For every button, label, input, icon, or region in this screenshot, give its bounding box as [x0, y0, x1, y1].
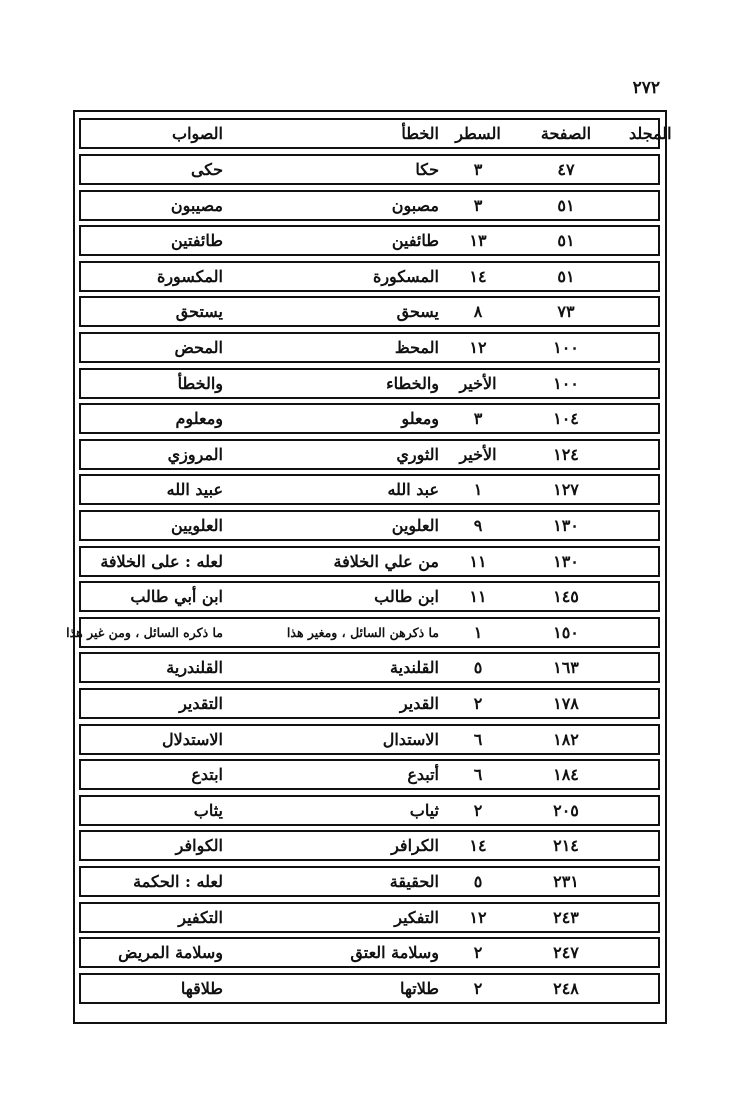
table-row [79, 902, 660, 933]
table-row [79, 439, 660, 470]
cell-line: ١ [473, 622, 483, 642]
cell-page: ١٣٠ [553, 551, 579, 571]
cell-line: ١٢ [469, 338, 487, 357]
cell-wrong: المحظ [394, 338, 439, 357]
cell-line: ٨ [473, 302, 483, 322]
header-line: السطر [455, 124, 501, 143]
table-header-row [79, 118, 672, 149]
cell-wrong: يسحق [396, 302, 439, 322]
cell-wrong: عبد الله [387, 480, 439, 500]
cell-page: ١٧٨ [553, 694, 579, 713]
cell-line: ٢ [473, 943, 483, 963]
cell-wrong: الاستدال [382, 729, 439, 749]
cell-correct: وسلامة المريض [118, 943, 223, 963]
table-row [79, 546, 660, 577]
cell-wrong: حكا [415, 160, 439, 179]
header-correct: الصواب [172, 124, 223, 143]
cell-page: ١٢٤ [553, 444, 579, 464]
cell-line: ٩ [473, 516, 483, 535]
cell-line: ١٢ [469, 907, 487, 927]
cell-line: ١ [473, 480, 483, 500]
cell-wrong: طائفين [391, 231, 439, 251]
table-row [79, 368, 660, 399]
cell-correct: ما ذكره السائل ، ومن غير هذا [66, 624, 223, 640]
table-row [79, 795, 660, 826]
cell-line: ٥ [473, 658, 483, 678]
table-row [79, 652, 660, 683]
cell-correct: التقدير [179, 694, 223, 713]
cell-wrong: أتبدع [407, 765, 439, 785]
cell-page: ٢٠٥ [553, 800, 579, 820]
cell-page: ١٢٧ [553, 480, 579, 500]
cell-line: ٥ [473, 872, 483, 891]
cell-line: ١٣ [469, 231, 487, 251]
cell-wrong: وسلامة العتق [350, 943, 439, 963]
cell-correct: طائفتين [171, 231, 223, 251]
cell-line: ٣ [473, 160, 483, 179]
table-row [79, 724, 660, 755]
table-row [79, 474, 660, 505]
cell-wrong: التفكير [394, 907, 439, 927]
cell-page: ١٠٠ [553, 373, 579, 393]
cell-line: ١١ [469, 587, 487, 607]
cell-wrong: الكرافر [391, 836, 439, 856]
cell-correct: ومعلوم [175, 409, 223, 429]
cell-page: ٢٤٣ [553, 907, 579, 927]
table-row [66, 617, 660, 648]
table-row [79, 225, 660, 256]
cell-page: ٤٧ [557, 160, 575, 179]
header-wrong: الخطأ [401, 124, 439, 143]
cell-wrong: والخطاء [386, 373, 439, 393]
cell-line: ٣ [473, 409, 483, 429]
errata-table [66, 110, 672, 1024]
cell-wrong: القدير [399, 694, 439, 713]
cell-wrong: ومعلو [401, 409, 439, 429]
cell-correct: يثاب [193, 800, 223, 820]
cell-wrong: من علي الخلافة [333, 551, 439, 571]
cell-line: ١٤ [469, 266, 487, 286]
cell-page: ٥١ [557, 231, 575, 251]
cell-correct: مصيبون [170, 195, 223, 215]
cell-correct: يستحق [175, 302, 223, 322]
table-row [79, 759, 660, 790]
cell-page: ٢٤٧ [553, 943, 579, 963]
cell-correct: العلويين [170, 516, 223, 535]
table-row [79, 973, 660, 1004]
page-number: ٢٧٢ [632, 78, 660, 98]
cell-page: ٢٤٨ [553, 978, 579, 998]
table-row [79, 688, 660, 719]
cell-correct: القلندرية [166, 658, 223, 678]
table-row [79, 332, 660, 363]
cell-line: ٢ [473, 800, 483, 820]
cell-page: ١٠٠ [553, 338, 579, 357]
cell-wrong: ثياب [409, 800, 439, 820]
cell-correct: طلاقها [180, 978, 223, 998]
cell-line: ٦ [473, 765, 483, 785]
table-row [79, 866, 660, 897]
cell-wrong: مصبون [391, 195, 439, 215]
header-page: الصفحة [540, 124, 592, 143]
table-row [79, 261, 660, 292]
cell-correct: الكوافر [175, 836, 223, 856]
table-row [79, 296, 660, 327]
cell-line: الأخير [459, 444, 497, 464]
cell-page: ١٣٠ [553, 516, 579, 535]
cell-page: ٥١ [557, 195, 575, 215]
cell-correct: لعله : على الخلافة [100, 551, 223, 571]
cell-page: ١٨٤ [553, 765, 579, 785]
cell-line: ٣ [473, 195, 483, 215]
cell-page: ١٠٤ [553, 409, 579, 429]
cell-correct: لعله : الحكمة [133, 872, 223, 891]
cell-line: ١٤ [469, 836, 487, 856]
cell-page: ١٥٠ [553, 622, 579, 642]
cell-wrong: الحقيقة [389, 872, 439, 891]
cell-correct: والخطأ [177, 373, 223, 393]
cell-correct: عبيد الله [166, 480, 223, 500]
table-row [79, 403, 660, 434]
cell-wrong: القلندية [390, 658, 439, 678]
cell-line: الأخير [459, 373, 497, 393]
cell-line: ٢ [473, 694, 483, 713]
cell-correct: ابتدع [191, 765, 223, 785]
header-volume: المجلد [629, 124, 672, 143]
cell-correct: الاستدلال [162, 729, 223, 749]
cell-correct: التكفير [178, 907, 223, 927]
cell-wrong: المسكورة [372, 266, 439, 286]
cell-page: ١٨٢ [553, 729, 579, 749]
cell-line: ١١ [469, 551, 487, 571]
table-row [79, 510, 660, 541]
table-row [79, 581, 660, 612]
cell-line: ٢ [473, 978, 483, 998]
table-row [79, 937, 660, 968]
table-row [79, 154, 660, 185]
cell-page: ٢٣١ [553, 872, 579, 891]
cell-page: ١٤٥ [553, 587, 579, 607]
cell-page: ٢١٤ [553, 836, 579, 856]
cell-wrong: الثوري [396, 444, 439, 464]
cell-correct: حكى [190, 160, 223, 179]
cell-wrong: العلوين [391, 516, 439, 535]
table-row [79, 190, 660, 221]
cell-wrong: ابن طالب [374, 587, 439, 607]
cell-correct: المروزي [167, 444, 223, 464]
cell-wrong: طلاتها [400, 978, 439, 998]
cell-correct: المكسورة [156, 266, 223, 286]
cell-page: ٧٣ [557, 302, 575, 322]
cell-page: ١٦٣ [553, 658, 579, 678]
cell-wrong: ما ذكرهن السائل ، ومغير هذا [286, 624, 439, 640]
cell-correct: المحض [174, 338, 223, 357]
cell-correct: ابن أبي طالب [130, 587, 223, 607]
cell-page: ٥١ [557, 266, 575, 286]
cell-line: ٦ [473, 729, 483, 749]
table-row [79, 830, 660, 861]
